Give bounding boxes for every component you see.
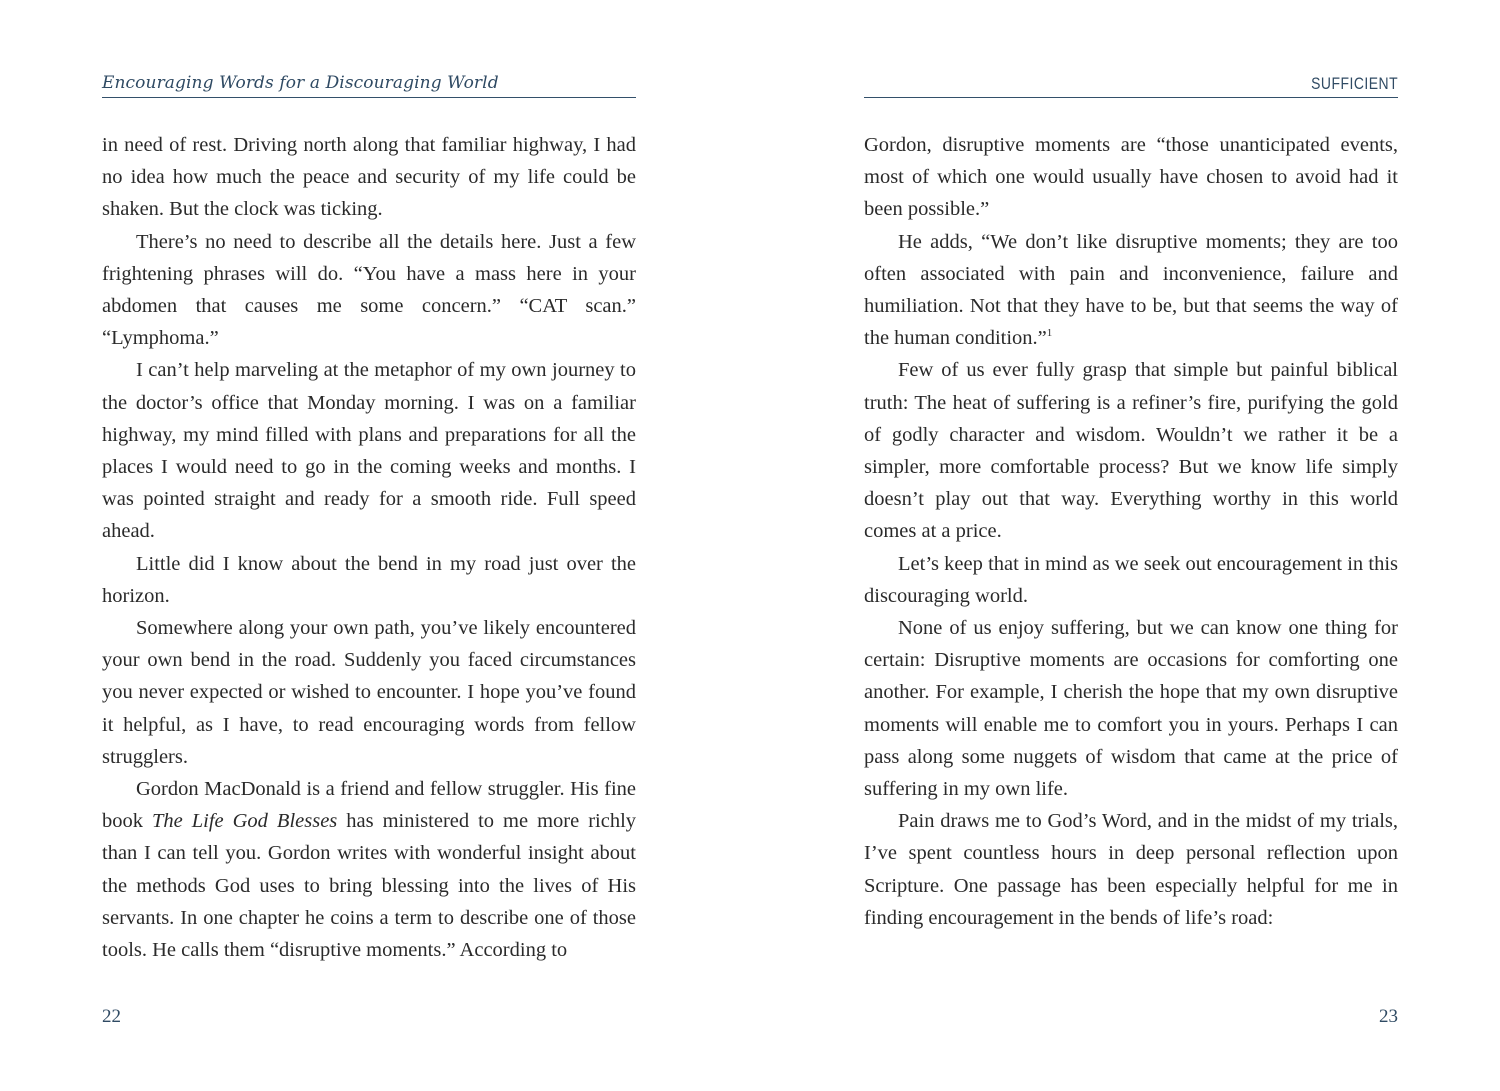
- paragraph: Somewhere along your own path, you’ve likely encountered your own bend in the road. Suddenly you faced circumstances you never expected or wished to encounter. I hope you’ve found it helpful, as I have, to read encouraging words from fellow strugglers.: [102, 617, 636, 768]
- paragraph: Little did I know about the bend in my road just over the horizon.: [102, 552, 636, 607]
- paragraph: [864, 226, 1398, 355]
- paragraph: Pain draws me to God’s Word, and in the midst of my trials, I’ve spent countless hours in deep personal reflection upon Scripture. One passage has been especially helpful for me in finding encouragement in the bends of life’s road:: [864, 810, 1398, 929]
- paragraph: There’s no need to describe all the details here. Just a few frightening phrases will do. “You have a mass here in your abdomen that causes me some concern.” “CAT scan.” “Lymphoma.”: [102, 230, 636, 350]
- page-number-right: 23: [1379, 1006, 1398, 1027]
- footnote-marker: 1: [1046, 327, 1053, 340]
- paragraph: [102, 773, 636, 966]
- running-head-left: [102, 70, 636, 98]
- paragraph: I can’t help marveling at the metaphor of my own journey to the doctor’s office that Monday morning. I was on a familiar highway, my mind filled with plans and preparations for all the places I would need to go in the coming weeks and months. I was pointed straight and ready for a smooth ride. Full speed ahead.: [102, 359, 636, 543]
- right-page: [864, 0, 1398, 1091]
- left-page: [102, 0, 636, 1091]
- paragraph: Few of us ever fully grasp that simple but painful biblical truth: The heat of suffering is a refiner’s fire, purifying the gold of godly character and wisdom. Wouldn’t we rather it be a simpler, more comfortable process? But we know life simply doesn’t play out that way. Everything worthy in this world comes at a price.: [864, 359, 1398, 543]
- chapter-title-header: SUFFICIENT: [1310, 74, 1398, 93]
- right-page-body: [864, 129, 1398, 934]
- paragraph: None of us enjoy suffering, but we can know one thing for certain: Disruptive moments are occasions for comforting one another. For example, I cherish the hope that my own disruptive moments will enable me to comfort you in yours. Perhaps I can pass along some nuggets of wisdom that came at the price of suffering in my own life.: [864, 617, 1398, 801]
- text-run: Gordon MacDonald is a friend and fellow struggler. His fine book: [102, 778, 636, 833]
- paragraph: Let’s keep that in mind as we seek out encouragement in this discouraging world.: [864, 552, 1398, 607]
- book-title-header: Encouraging Words for a Discouraging World: [102, 73, 499, 93]
- text-run: He adds, “We don’t like disruptive moments; they are too often associated with pain and inconvenience, failure and humiliation. Not that they have to be, but that seems the way of the human condition.”: [864, 230, 1398, 350]
- text-run: has ministered to me more richly than I can tell you. Gordon writes with wonderful insight about the methods God uses to bring blessing into the lives of His servants. In one chapter he coins a term to describe one of those tools. He calls them “disruptive moments.” According to: [102, 810, 637, 962]
- running-head-right: [864, 70, 1398, 98]
- paragraph: in need of rest. Driving north along that familiar highway, I had no idea how much the peace and security of my life could be shaken. But the clock was ticking.: [102, 134, 636, 221]
- page-number-left: 22: [102, 1006, 121, 1027]
- paragraph: Gordon, disruptive moments are “those unanticipated events, most of which one would usually have chosen to avoid had it been possible.”: [864, 134, 1398, 221]
- book-title-italic: The Life God Blesses: [152, 810, 338, 833]
- left-page-body: [102, 129, 636, 966]
